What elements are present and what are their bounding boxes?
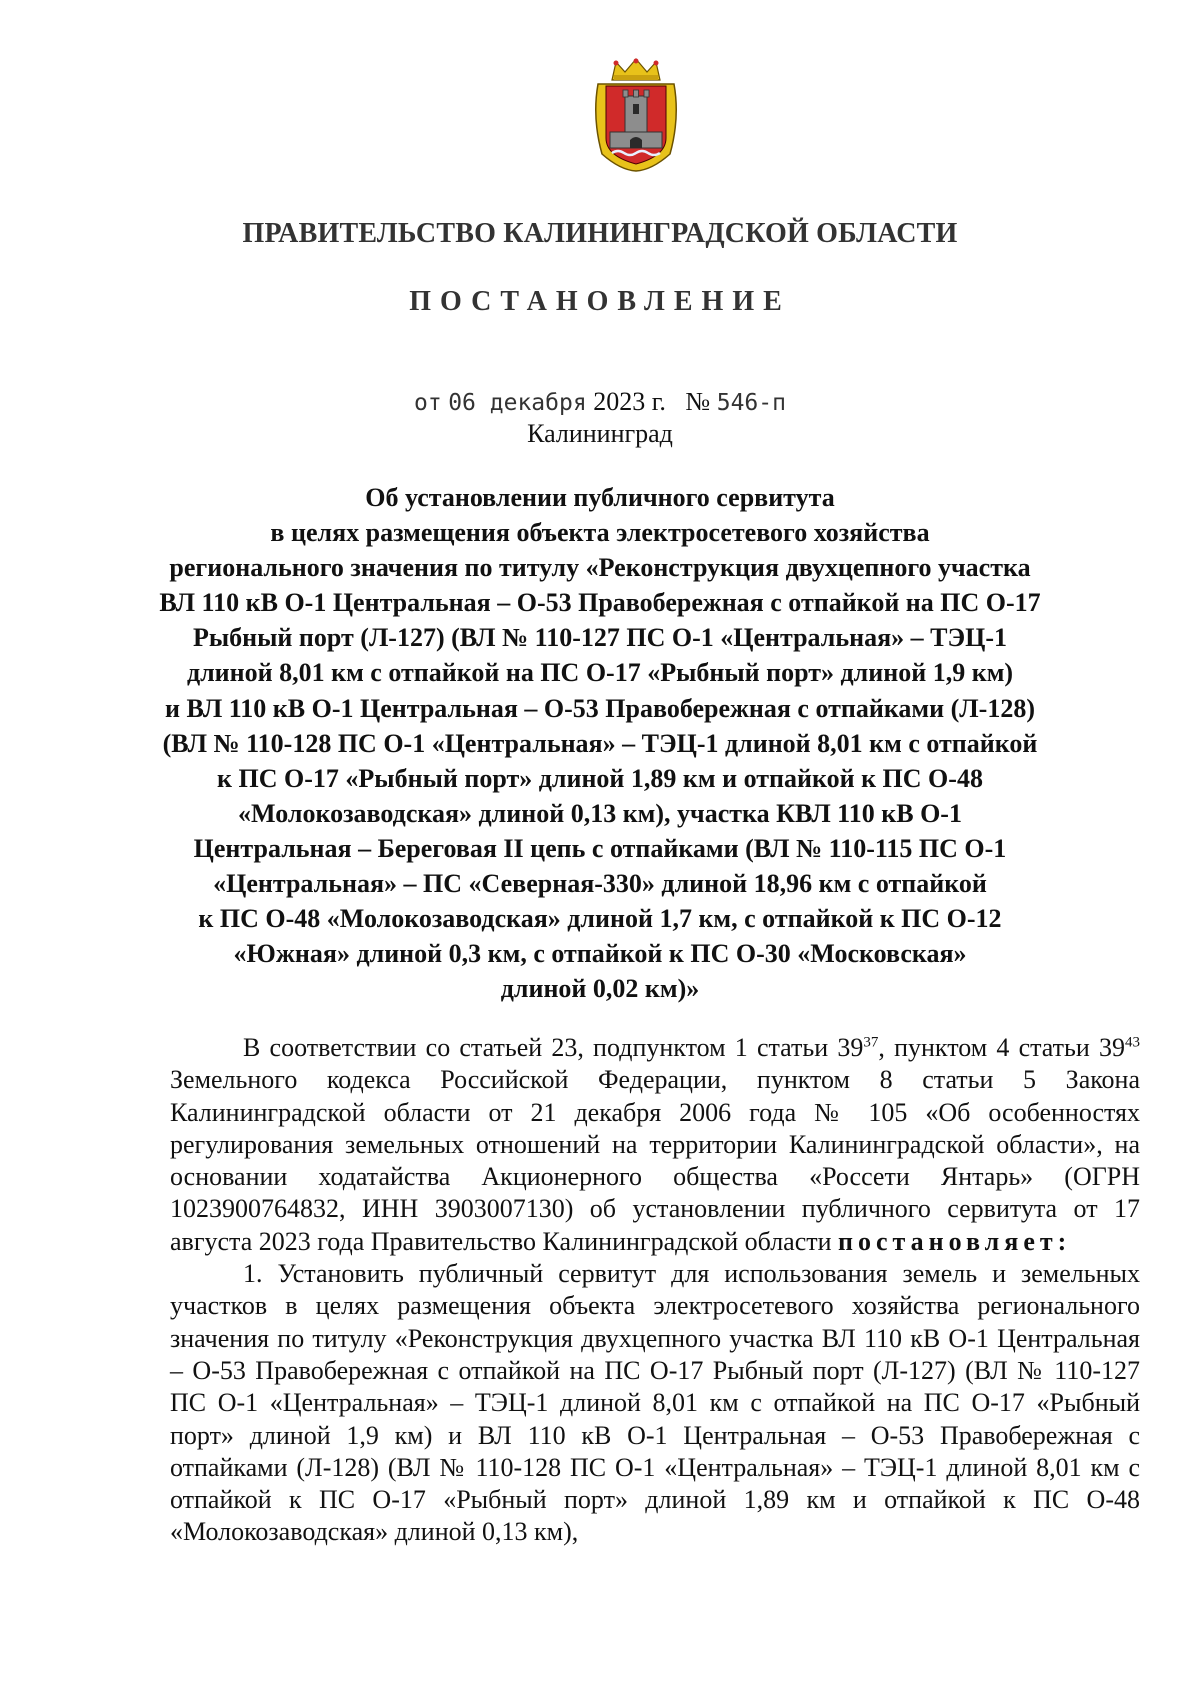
government-name: ПРАВИТЕЛЬСТВО КАЛИНИНГРАДСКОЙ ОБЛАСТИ	[242, 218, 958, 249]
title-line: «Южная» длиной 0,3 км, с отпайкой к ПС О-30 «Московская»	[233, 939, 967, 969]
preamble-text: В соответствии со статьей 23, подпунктом 1 статьи 39	[243, 1033, 864, 1062]
title-line: регионального значения по титулу «Реконструкция двухцепного участка	[169, 553, 1031, 583]
title-line: к ПС О-17 «Рыбный порт» длиной 1,89 км и отпайкой к ПС О-48	[217, 763, 983, 793]
article-superscript: 43	[1125, 1034, 1140, 1051]
title-line: Центральная – Береговая II цепь с отпайками (ВЛ № 110-115 ПС О-1	[193, 833, 1007, 863]
coat-of-arms-emblem	[592, 58, 680, 172]
title-line: Рыбный порт (Л-127) (ВЛ № 110-127 ПС О-1 «Центральная» – ТЭЦ-1	[192, 623, 1008, 653]
document-title	[150, 480, 1050, 1006]
date-from-label: от	[414, 390, 442, 416]
preamble-text: Земельного кодекса Российской Федерации, пунктом 8 статьи 5 Закона Калининградской области от 21 декабря 2006 года № 105 «Об особенностях регулирования земельных отношений на территории Калининградской области», на основании ходатайства Акционерного общества «Россети Янтарь» (ОГРН 1023900764832, ИНН 3903007130) об установлении публичного сервитута от 17 августа 2023 года Правительство Калининградской области	[170, 1065, 1140, 1256]
title-line: к ПС О-48 «Молокозаводская» длиной 1,7 км, с отпайкой к ПС О-12	[198, 904, 1002, 934]
title-line: Об установлении публичного сервитута	[365, 483, 835, 512]
document-year: 2023 г.	[593, 387, 666, 416]
preamble-text: , пунктом 4 статьи 39	[878, 1033, 1125, 1062]
document-type: ПОСТАНОВЛЕНИЕ	[409, 286, 791, 317]
title-line: длиной 0,02 км)»	[500, 974, 700, 1004]
title-line: (ВЛ № 110-128 ПС О-1 «Центральная» – ТЭЦ-1 длиной 8,01 км с отпайкой	[162, 728, 1038, 758]
date-number-line	[0, 386, 1200, 419]
title-line: «Молокозаводская» длиной 0,13 км), участка КВЛ 110 кВ О-1	[238, 798, 962, 828]
preamble-paragraph	[170, 1032, 1140, 1258]
document-number: 546-п	[716, 390, 786, 416]
document-body	[170, 1032, 1140, 1549]
title-line: и ВЛ 110 кВ О-1 Центральная – О-53 Правобережная с отпайками (Л-128)	[165, 693, 1035, 723]
decree-word: постановляет:	[838, 1226, 1072, 1256]
city-name: Калининград	[527, 419, 673, 448]
article-superscript: 37	[863, 1034, 879, 1051]
number-label: №	[685, 387, 711, 416]
clause-1-paragraph: 1. Установить публичный сервитут для использования земель и земельных участков в целях размещения объекта электросетевого хозяйства регионального значения по титулу «Реконструкция двухцепного участка ВЛ 110 кВ О-1 Центральная – О-53 Правобережная с отпайкой на ПС О-17 Рыбный порт (Л-127) (ВЛ № 110-127 ПС О-1 «Центральная» – ТЭЦ-1 длиной 8,01 км с отпайкой на ПС О-17 «Рыбный порт» длиной 1,9 км) и ВЛ 110 кВ О-1 Центральная – О-53 Правобережная с отпайками (Л-128) (ВЛ № 110-128 ПС О-1 «Центральная» – ТЭЦ-1 длиной 8,01 км с отпайкой к ПС О-17 «Рыбный порт» длиной 1,89 км и отпайкой к ПС О-48 «Молокозаводская» длиной 0,13 км),	[170, 1259, 1140, 1547]
title-line: ВЛ 110 кВ О-1 Центральная – О-53 Правобережная с отпайкой на ПС О-17	[159, 588, 1041, 618]
title-line: в целях размещения объекта электросетевого хозяйства	[270, 518, 930, 548]
title-line: длиной 8,01 км с отпайкой на ПС О-17 «Рыбный порт» длиной 1,9 км)	[186, 658, 1014, 688]
document-date: 06 декабря	[448, 390, 587, 416]
title-line: «Центральная» – ПС «Северная-330» длиной 18,96 км с отпайкой	[213, 869, 987, 899]
